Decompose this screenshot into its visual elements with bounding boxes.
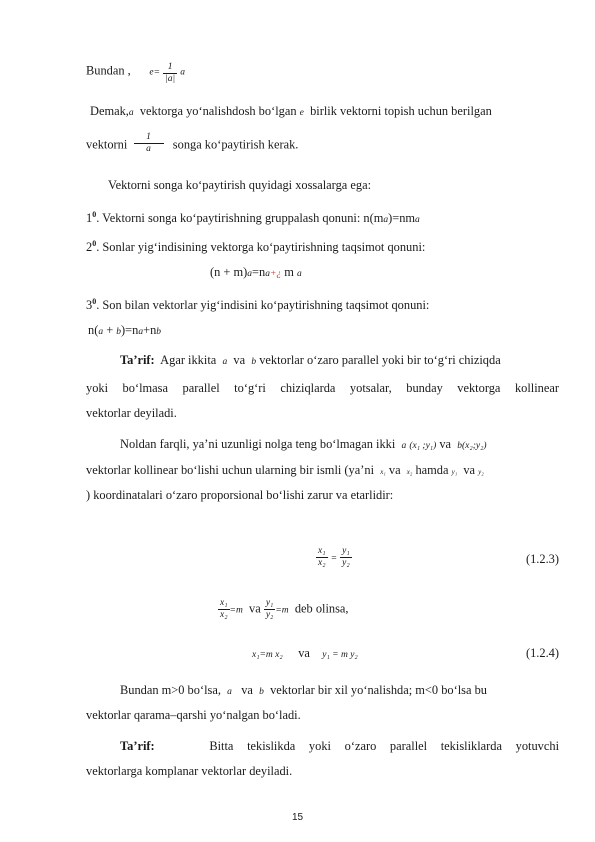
equation-label-1-2-3: (1.2.3)	[525, 552, 559, 566]
equation-1-2-3: $\frac{\text{x₁}}{\text{x₂}}$ = $\frac{\text{y₁}}{\text{y₂}}$	[318, 546, 350, 568]
property-3-formula: n(a + b)=na+nb	[88, 323, 162, 337]
definition-collinear-line2: yoki bo‘lmasa parallel to‘g‘ri chiziqlarda yotsalar, bunday vektorga kollinear	[86, 381, 559, 395]
condition-m: $\frac{\text{x₁}}{\text{x₂}}$ =m va $\frac{\text{y₁}}{\text{y₂}}$ =m deb olinsa,	[220, 598, 349, 620]
symbol-a: a	[180, 67, 185, 78]
frac-den: |a|	[165, 74, 176, 84]
property-3: $3^0$. Son bilan vektorlar yig‘indisini ko‘paytirishning taqsimot qonuni:	[86, 297, 430, 313]
symbol-e: e	[149, 67, 154, 78]
para-noldan: Noldan farqli, ya’ni uzunligi nolga teng bo‘lmagan ikki a (x₁ ;y₁) va b(x₂;y₂)	[120, 437, 487, 451]
definition-collinear-line3: vektorlar deyiladi.	[86, 406, 177, 420]
equation-label-1-2-4: (1.2.4)	[525, 646, 559, 660]
para-noldan-line2: vektorlar kollinear bo‘lishi uchun ularning bir ismli (ya’ni x₁ va x₂ hamda y₁ va y₂	[86, 463, 484, 477]
text-bundan: Bundan ,	[86, 63, 131, 78]
property-2: $2^0$. Sonlar yig‘indisining vektorga ko‘paytirishning taqsimot qonuni:	[86, 239, 426, 255]
symbol-eq: =	[153, 67, 160, 78]
property-2-formula: (n + m)a=na+¿ m a	[210, 265, 302, 279]
text-vektorni-songa: vektorni $\frac{1}{a}$ songa ko‘paytirish kerak.	[86, 132, 299, 154]
formula-unit-vector	[86, 60, 185, 83]
definition-coplanar-line2: vektorlarga komplanar vektorlar deyiladi.	[86, 764, 293, 778]
definition-collinear: Ta’rif: Agar ikkita a va b vektorlar o‘zaro parallel yoki bir to‘g‘ri chiziqda	[120, 353, 501, 367]
text-demak: Demak,a vektorga yo‘nalishdosh bo‘lgan e birlik vektorni topish uchun berilgan	[90, 104, 492, 118]
equation-1-2-4: x₁=m x₂ va y₁ = m y₂	[252, 646, 358, 660]
para-bundan-line2: vektorlar qarama–qarshi yo‘nalgan bo‘ladi.	[86, 708, 301, 722]
para-bundan: Bundan m>0 bo‘lsa, a va b vektorlar bir xil yo‘nalishda; m<0 bo‘lsa bu	[120, 683, 487, 697]
page-number: 15	[291, 812, 304, 823]
fraction-1-over-a: $\frac{1}{a}$	[134, 132, 164, 155]
frac-num: 1	[163, 62, 177, 74]
para-noldan-line3: ) koordinatalari o‘zaro proporsional bo‘lishi zarur va etarlidir:	[86, 488, 394, 502]
property-1: $1^0$. Vektorni songa ko‘paytirishning gruppalash qonuni: n(ma)=nma	[86, 210, 420, 226]
text-xossalar: Vektorni songa ko‘paytirish quyidagi xossalarga ega:	[108, 178, 372, 192]
definition-coplanar: Ta’rif: Bitta tekislikda yoki o‘zaro parallel tekisliklarda yotuvchi	[120, 739, 560, 753]
fraction-1-over-abs-a	[163, 62, 177, 85]
